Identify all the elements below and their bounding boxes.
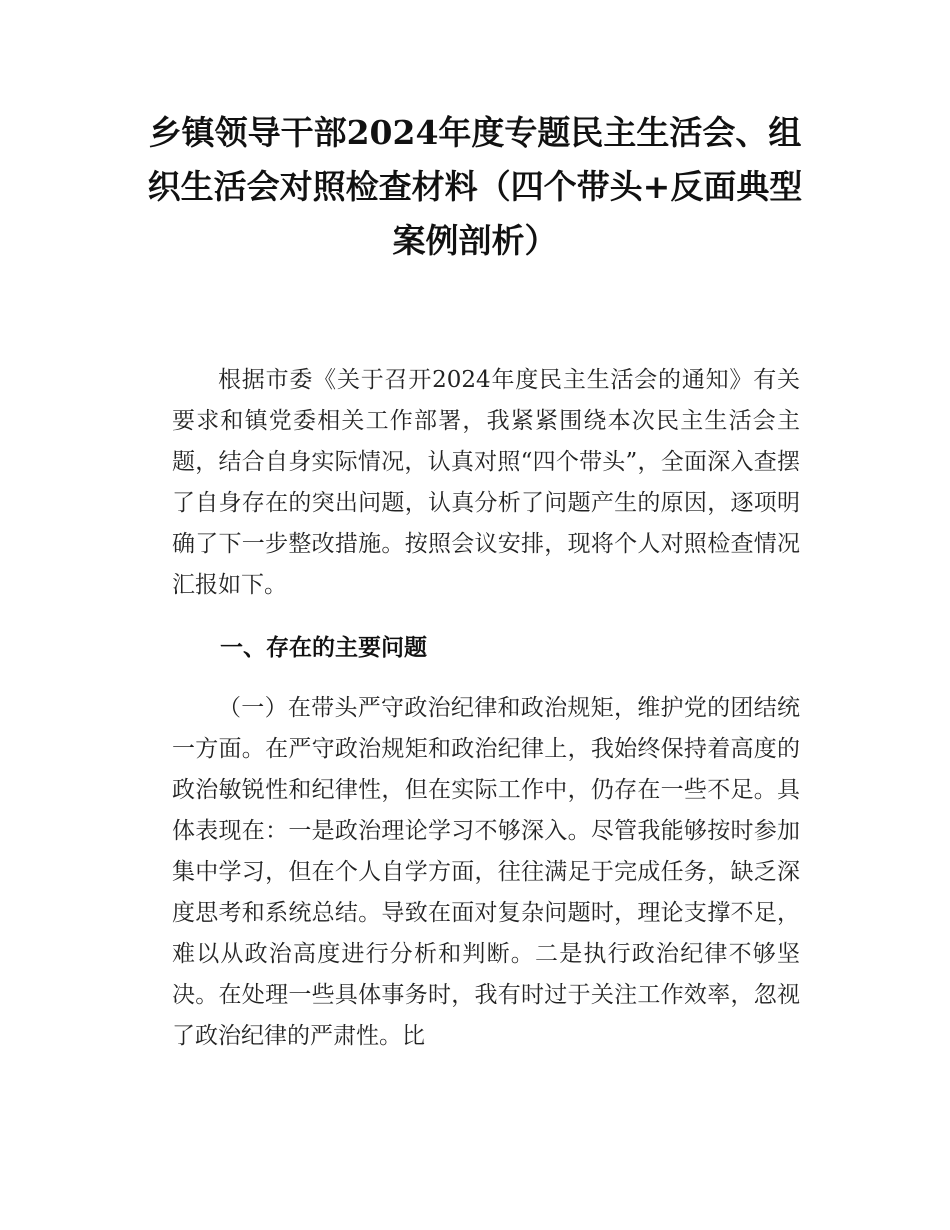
section-paragraph: （一）在带头严守政治纪律和政治规矩，维护党的团结统一方面。在严守政治规矩和政治纪律上，我始终保持着高度的政治敏锐性和纪律性，但在实际工作中，仍存在一些不足。具体表现在：一是政治理论学习不够深入。尽管我能够按时参加集中学习，但在个人自学方面，往往满足于完成任务，缺乏深度思考和系统总结。导致在面对复杂问题时，理论支撑不足，难以从政治高度进行分析和判断。二是执行政治纪律不够坚决。在处理一些具体事务时，我有时过于关注工作效率，忽视了政治纪律的严肃性。比: [172, 695, 800, 1049]
intro-paragraph: 根据市委《关于召开2024年度民主生活会的通知》有关要求和镇党委相关工作部署，我紧紧围绕本次民主生活会主题，结合自身实际情况，认真对照“四个带头”，全面深入查摆了自身存在的突出问题，认真分析了问题产生的原因，逐项明确了下一步整改措施。按照会议安排，现将个人对照检查情况汇报如下。: [172, 367, 800, 598]
document-title: 乡镇领导干部2024年度专题民主生活会、组织生活会对照检查材料（四个带头+反面典型案例剖析）: [147, 113, 803, 260]
section-heading: 一、存在的主要问题: [220, 635, 427, 661]
